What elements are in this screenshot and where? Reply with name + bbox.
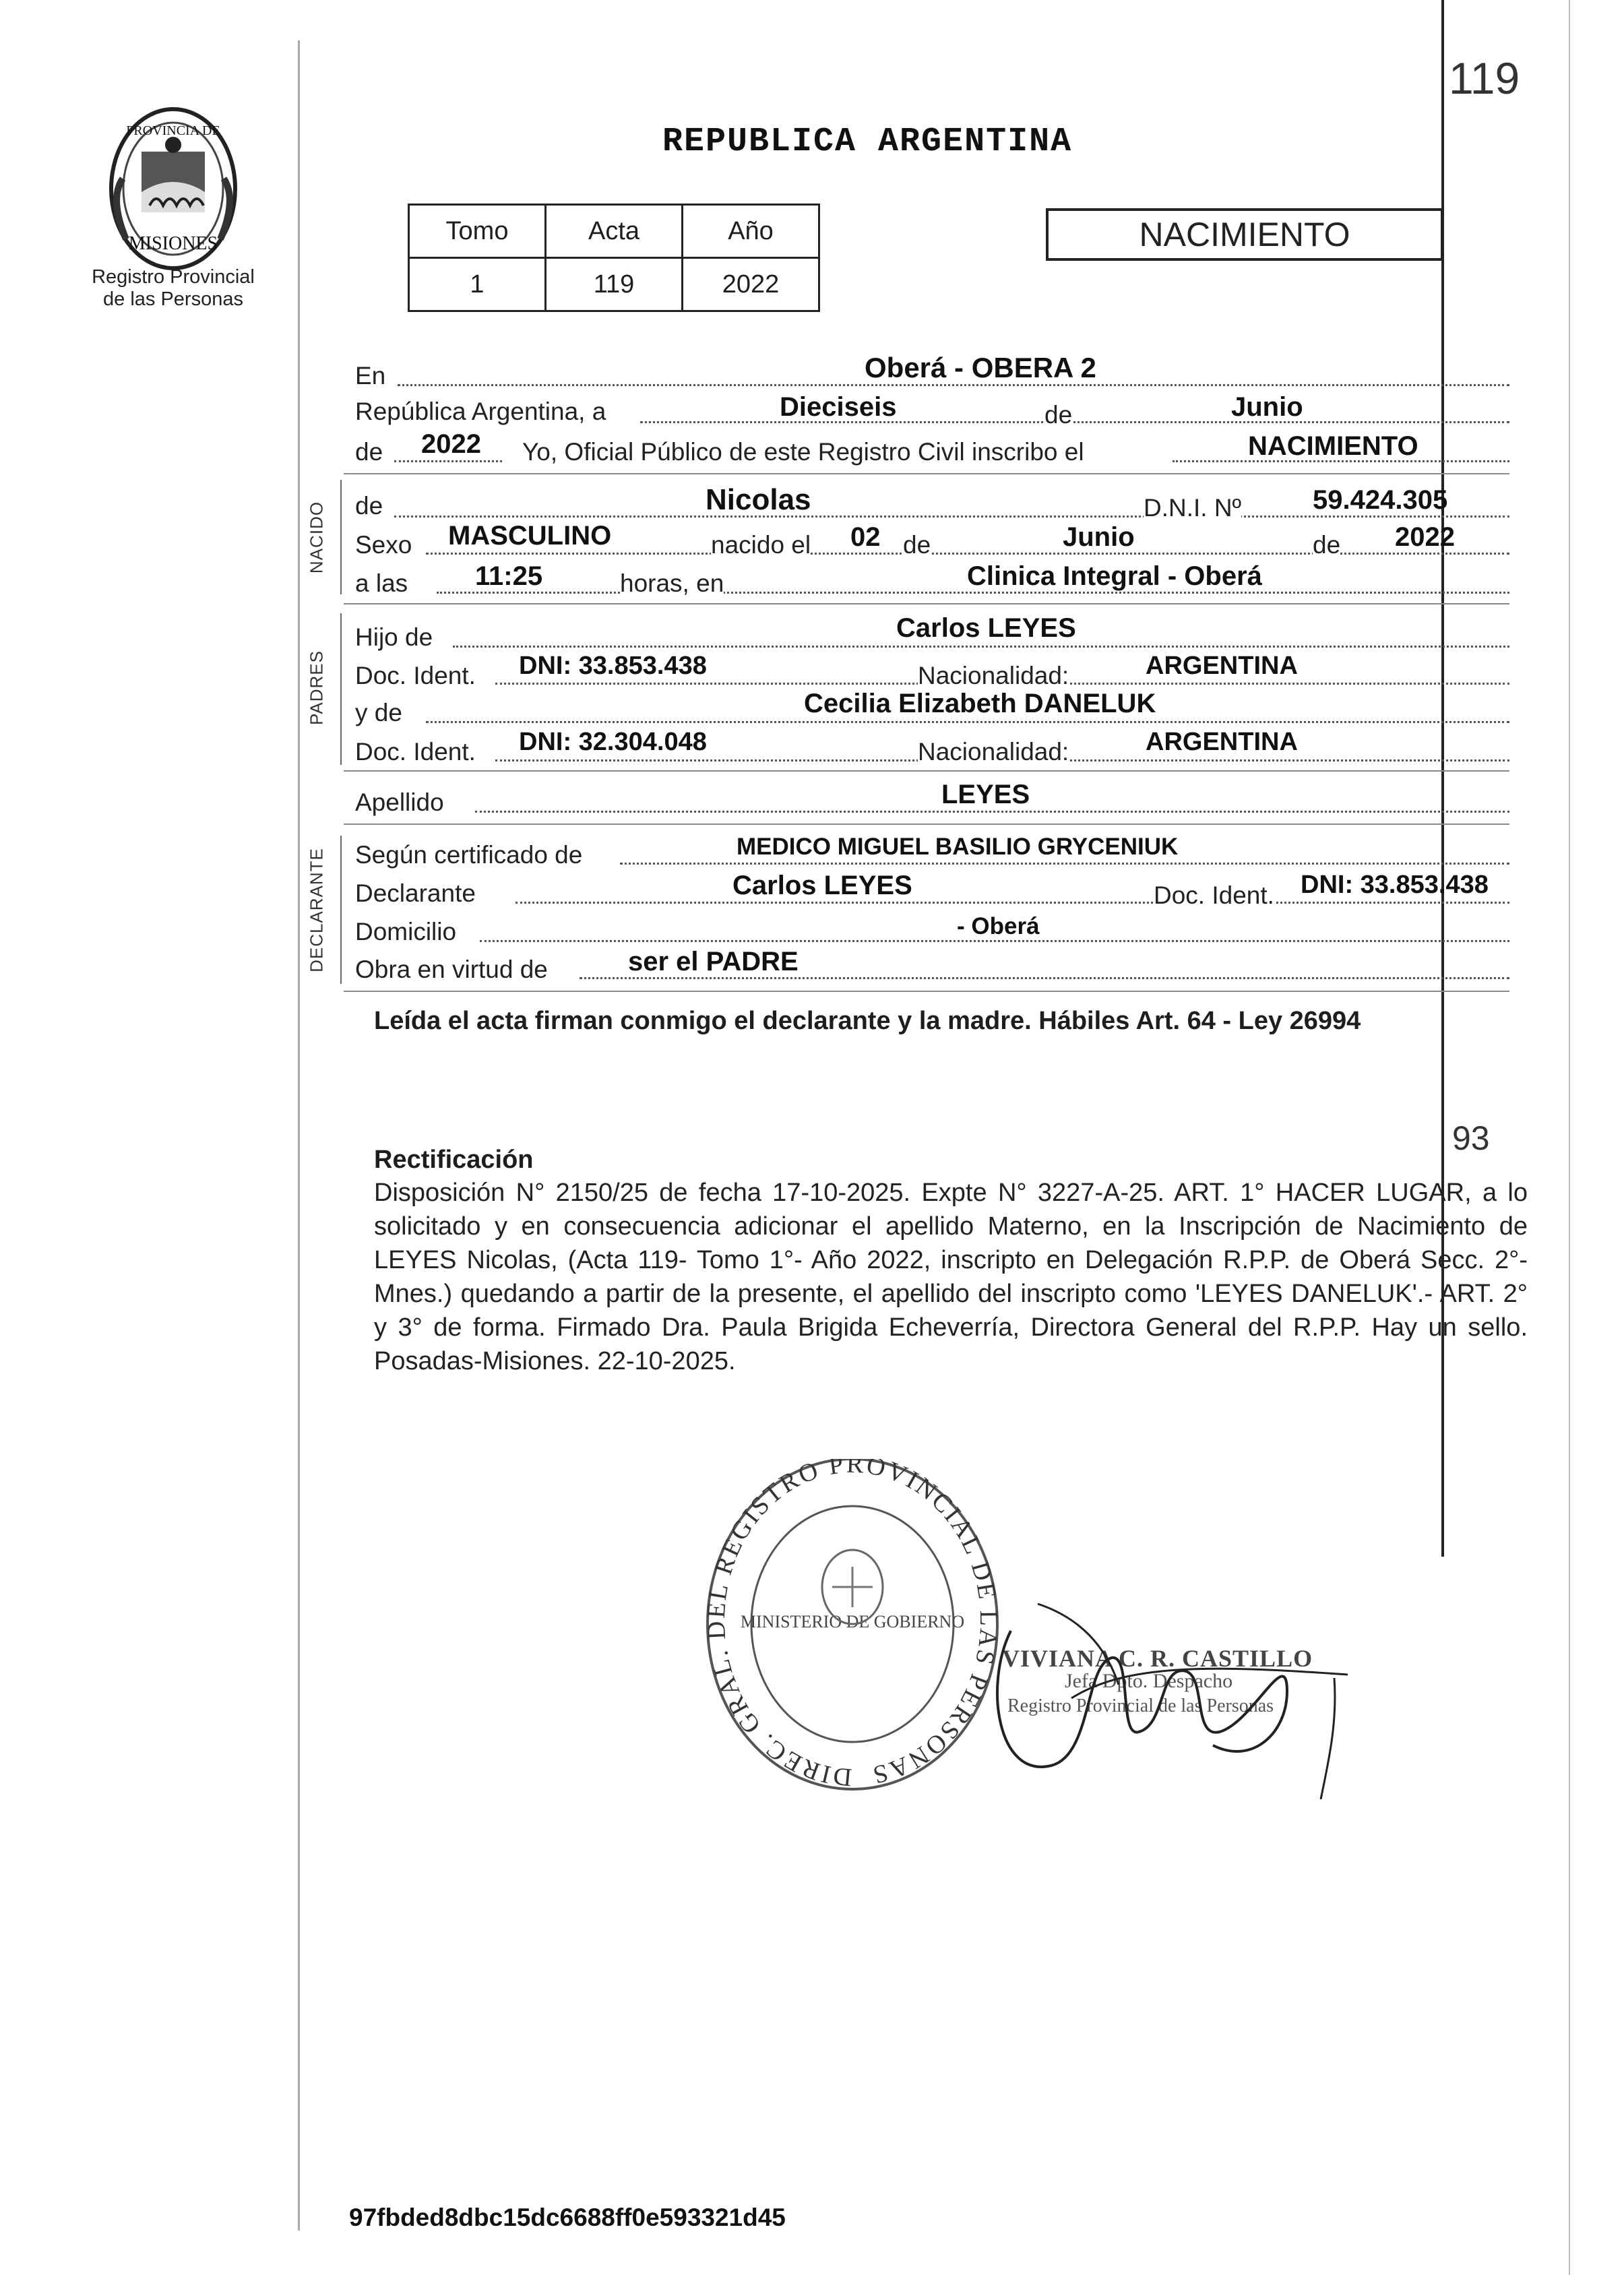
- month-value: Junio: [1231, 392, 1303, 422]
- page-number: 119: [1449, 53, 1520, 103]
- place-value: Oberá - OBERA 2: [865, 352, 1096, 383]
- mother-doc: DNI: 32.304.048: [519, 728, 707, 756]
- stamp-inner-text: MINISTERIO DE GOBIERNO: [740, 1612, 965, 1631]
- stamp-ring-text: DIREC. GRAL. DEL REGISTRO PROVINCIAL DE LAS PERSONAS: [701, 1459, 1003, 1792]
- certificado-value: MEDICO MIGUEL BASILIO GRYCENIUK: [737, 834, 1179, 860]
- y-de-label: y de: [355, 699, 402, 726]
- handwritten-signature: [970, 1563, 1375, 1846]
- birth-day: 02: [850, 522, 881, 552]
- en-label: En: [355, 362, 386, 389]
- book-table: [408, 204, 820, 312]
- obra-label: Obra en virtud de: [355, 956, 548, 983]
- de-label-birth-2: de: [1313, 531, 1341, 559]
- birth-place: Clinica Integral - Oberá: [967, 561, 1262, 591]
- margin-number: 93: [1452, 1119, 1490, 1157]
- birth-year: 2022: [1395, 522, 1455, 552]
- declarante-value: Carlos LEYES: [732, 871, 912, 900]
- rectificacion-body: Disposición N° 2150/25 de fecha 17-10-2025. Expte N° 3227-A-25. ART. 1° HACER LUGAR, a lo solicitado y en consecuencia adicionar el apellido Materno, en la Inscripción de Nacimiento de LEYES Nicolas, (Acta 119- Tomo 1°- Año 2022, inscripto en Delegación R.P.P. de Oberá Secc. 2°- Mnes.) quedando a partir de la presente, el apellido del inscripto como 'LEYES DANELUK'.- ART. 2° y 3° de forma. Firmado Dra. Paula Brigida Echeverría, Directora General del R.P.P. Hay un sello. Posadas-Misiones. 22-10-2025.: [374, 1179, 1528, 1375]
- father-name: Carlos LEYES: [896, 613, 1076, 643]
- table-value-ano: 2022: [683, 258, 819, 311]
- birth-time: 11:25: [475, 561, 543, 591]
- father-nat-label: Nacionalidad:: [918, 662, 1069, 689]
- seal-caption-1: Registro Provincial: [92, 266, 255, 288]
- country-title: REPUBLICA ARGENTINA: [662, 123, 1073, 161]
- declarante-doc: DNI: 33.853.438: [1301, 871, 1489, 899]
- registry-stamp: [697, 1459, 1007, 1809]
- table-header-tomo: Tomo: [409, 205, 546, 258]
- year-value: 2022: [421, 429, 481, 459]
- mother-nationality: ARGENTINA: [1146, 728, 1298, 756]
- seal-top-text: PROVINCIA DE: [126, 123, 220, 138]
- father-doc-label: Doc. Ident.: [355, 662, 476, 689]
- right-edge-line: [1569, 0, 1570, 2275]
- sexo-label: Sexo: [355, 531, 412, 559]
- act-type-box: [1046, 208, 1443, 261]
- de-label-name: de: [355, 492, 383, 520]
- declarante-section-label: DECLARANTE: [306, 848, 327, 972]
- domicilio-label: Domicilio: [355, 918, 457, 945]
- hijo-de-label: Hijo de: [355, 623, 433, 651]
- a-las-label: a las: [355, 569, 408, 597]
- child-name: Nicolas: [706, 483, 811, 516]
- father-doc: DNI: 33.853.438: [519, 652, 707, 680]
- seal-bottom-text: MISIONES: [128, 233, 218, 254]
- domicilio-value: - Oberá: [957, 913, 1040, 939]
- signature-stamp-line1: VIVIANA C. R. CASTILLO: [1002, 1645, 1313, 1672]
- declarante-doc-label: Doc. Ident.: [1154, 881, 1274, 909]
- act-type: NACIMIENTO: [1139, 216, 1350, 253]
- sexo-value: MASCULINO: [448, 521, 612, 551]
- republic-label: República Argentina, a: [355, 398, 606, 425]
- left-margin-line: [298, 40, 300, 2231]
- table-value-acta: 119: [546, 258, 683, 311]
- table-value-tomo: 1: [409, 258, 546, 311]
- father-nationality: ARGENTINA: [1146, 652, 1298, 680]
- nacido-section-label: NACIDO: [306, 501, 327, 574]
- signature-stamp-line3: Registro Provincial de las Personas: [1007, 1695, 1274, 1716]
- de-label-1: de: [1044, 401, 1073, 429]
- seal-caption-2: de las Personas: [103, 288, 243, 310]
- signature-stamp-line2: Jefa Dpto. Despacho: [1065, 1670, 1233, 1692]
- closing-text: Leída el acta firman conmigo el declarante y la madre. Hábiles Art. 64 - Ley 26994: [374, 1007, 1361, 1035]
- de-label-birth: de: [903, 531, 931, 559]
- certificado-label: Según certificado de: [355, 841, 583, 869]
- rectificacion-title: Rectificación: [374, 1146, 534, 1174]
- dni-label: D.N.I. Nº: [1144, 494, 1242, 522]
- province-seal: [96, 104, 251, 280]
- apellido-label: Apellido: [355, 788, 444, 816]
- document-hash: 97fbded8dbc15dc6688ff0e593321d45: [349, 2204, 786, 2231]
- obra-value: ser el PADRE: [628, 947, 799, 976]
- padres-section-label: PADRES: [306, 650, 327, 725]
- horas-label: horas, en: [620, 569, 724, 597]
- officer-text: Yo, Oficial Público de este Registro Civil inscribo el: [522, 438, 1084, 466]
- de-label-2: de: [355, 438, 383, 466]
- child-dni: 59.424.305: [1313, 485, 1448, 515]
- mother-nat-label: Nacionalidad:: [918, 738, 1069, 766]
- day-value: Dieciseis: [780, 392, 897, 422]
- declarante-label: Declarante: [355, 879, 476, 907]
- table-header-acta: Acta: [546, 205, 683, 258]
- table-header-ano: Año: [683, 205, 819, 258]
- mother-doc-label: Doc. Ident.: [355, 738, 476, 766]
- birth-month: Junio: [1063, 522, 1135, 552]
- nacido-el-label: nacido el: [711, 531, 811, 559]
- apellido-value: LEYES: [941, 780, 1030, 809]
- mother-name: Cecilia Elizabeth DANELUK: [804, 689, 1156, 718]
- inscription-value: NACIMIENTO: [1248, 431, 1418, 461]
